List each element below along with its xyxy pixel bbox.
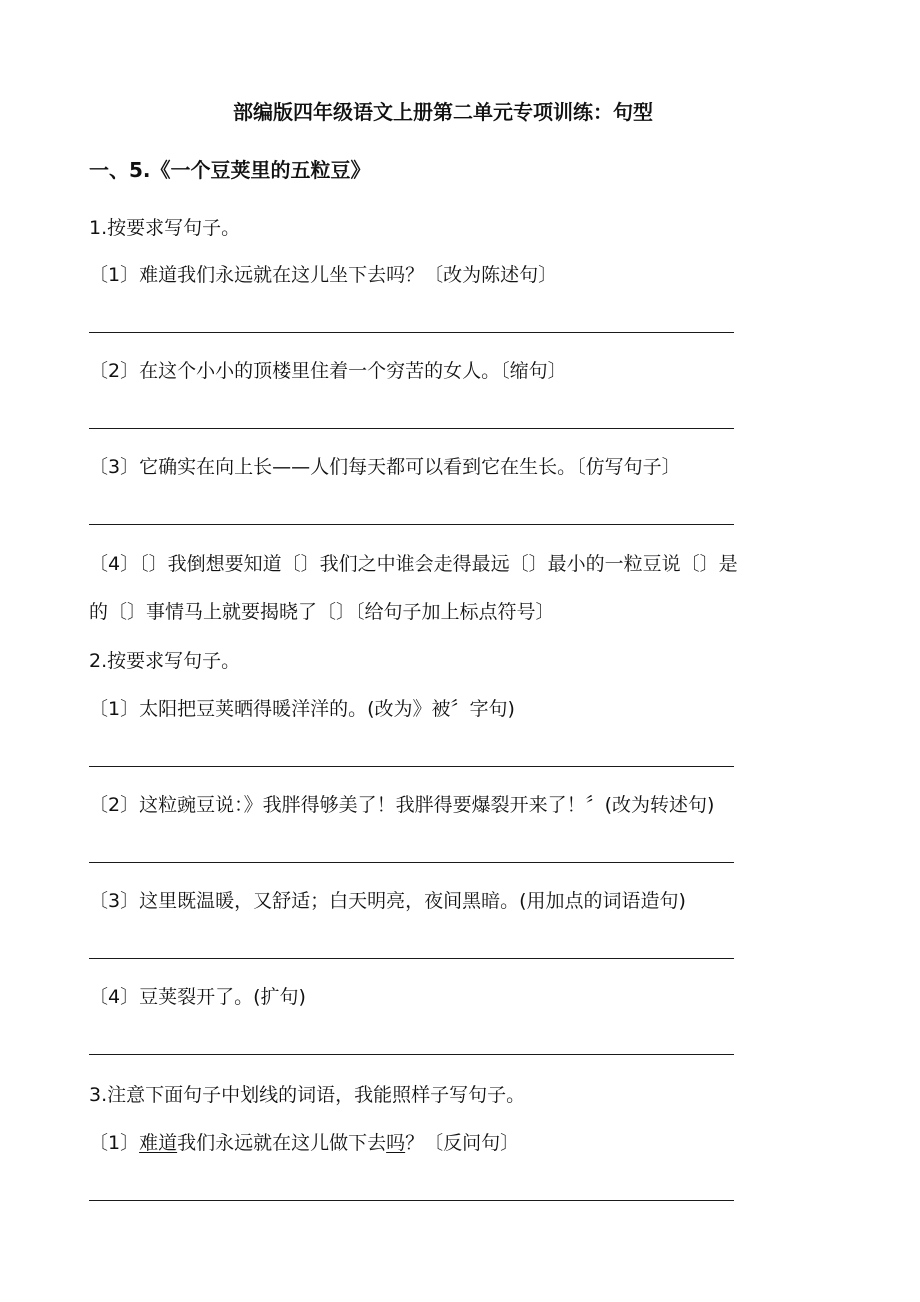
section-heading: 一、5.《一个豆荚里的五粒豆》 [89, 158, 371, 182]
question-2-heading: 2.按要求写句子。 [89, 650, 241, 672]
answer-line[interactable] [89, 428, 734, 429]
instruction-text: ？〔反问句〕 [405, 1132, 520, 1154]
answer-line[interactable] [89, 766, 734, 767]
question-1-item-4-line-2: 的〔〕事情马上就要揭晓了〔〕〔给句子加上标点符号〕 [89, 601, 555, 623]
item-number: 〔1〕 [89, 1132, 140, 1154]
question-1-item-1: 〔1〕难道我们永远就在这儿坐下去吗？〔改为陈述句〕 [89, 264, 558, 286]
answer-line[interactable] [89, 958, 734, 959]
question-1-heading: 1.按要求写句子。 [89, 217, 241, 239]
page-title: 部编版四年级语文上册第二单元专项训练：句型 [233, 100, 653, 124]
answer-line[interactable] [89, 1054, 734, 1055]
answer-line[interactable] [89, 1200, 734, 1201]
underlined-word: 难道 [139, 1132, 178, 1154]
question-2-item-2: 〔2〕这粒豌豆说：》我胖得够美了！我胖得要爆裂开来了！〞(改为转述句) [89, 794, 715, 816]
question-2-item-3: 〔3〕这里既温暖，又舒适；白天明亮，夜间黑暗。(用加点的词语造句) [89, 890, 686, 912]
question-1-item-2: 〔2〕在这个小小的顶楼里住着一个穷苦的女人。〔缩句〕 [89, 360, 567, 382]
question-3-item-1 [89, 1131, 519, 1155]
sentence-text: 我们永远就在这儿做下去 [177, 1132, 387, 1154]
answer-line[interactable] [89, 332, 734, 333]
answer-line[interactable] [89, 862, 734, 863]
question-1-item-4-line-1: 〔4〕〔〕我倒想要知道〔〕我们之中谁会走得最远〔〕最小的一粒豆说〔〕是 [89, 553, 738, 575]
question-3-heading: 3.注意下面句子中划线的词语，我能照样子写句子。 [89, 1084, 526, 1106]
answer-line[interactable] [89, 524, 734, 525]
underlined-word: 吗 [386, 1132, 406, 1154]
question-2-item-4: 〔4〕豆荚裂开了。(扩句) [89, 986, 306, 1008]
question-1-item-3: 〔3〕它确实在向上长——人们每天都可以看到它在生长。〔仿写句子〕 [89, 456, 681, 478]
question-2-item-1: 〔1〕太阳把豆荚晒得暖洋洋的。(改为》被〞字句) [89, 698, 515, 720]
